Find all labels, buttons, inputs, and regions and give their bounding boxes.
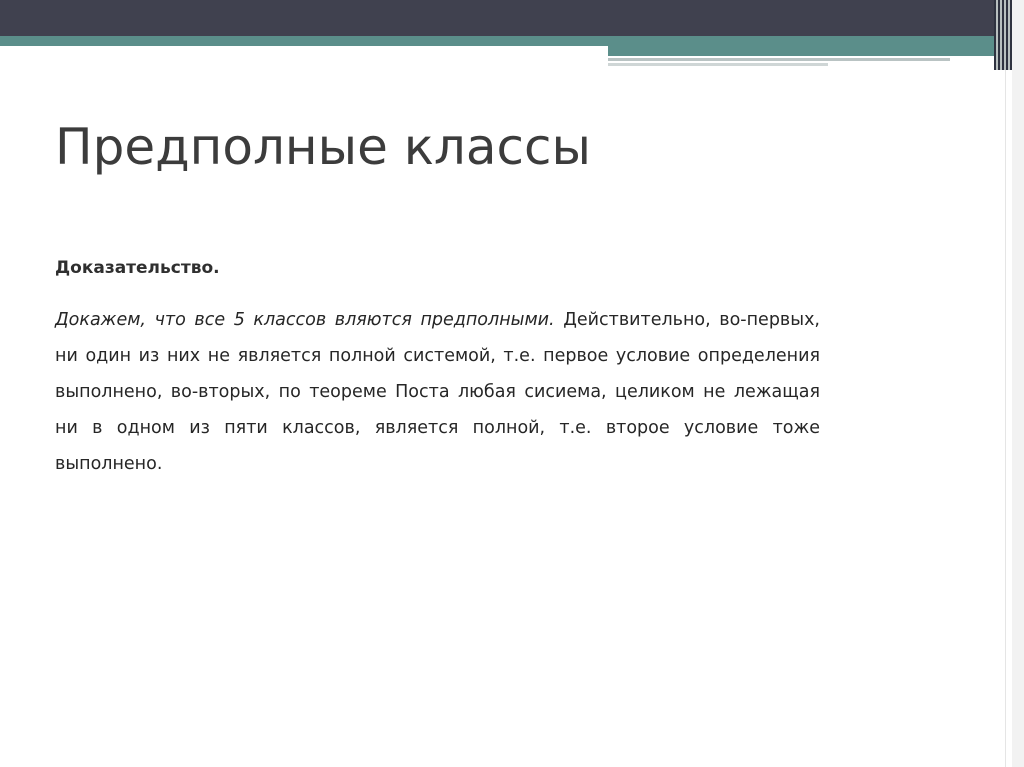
top-accent-line xyxy=(608,58,950,61)
right-edge-stripes xyxy=(994,0,1012,70)
page-title: Предполные классы xyxy=(55,118,591,176)
right-edge-panel xyxy=(1012,0,1024,767)
proof-body-text: Действительно, во-первых, ни один из них не является полной системой, т.е. первое условие определения выполнено, во-вторых, по теореме Поста любая сисиема, целиком не лежащая ни в одном из пяти классов, является полной, т.е. второе условие тоже выполнено. xyxy=(55,310,820,474)
top-teal-band xyxy=(0,36,1024,46)
top-teal-band-lower xyxy=(608,46,1012,56)
proof-italic-intro: Докажем, что все 5 классов вляются предполными. xyxy=(55,310,555,330)
proof-paragraph xyxy=(55,302,820,482)
proof-heading: Доказательство. xyxy=(55,258,220,278)
top-dark-band xyxy=(0,0,1024,36)
top-accent-line-short xyxy=(608,63,828,66)
right-edge-line xyxy=(1005,70,1006,767)
